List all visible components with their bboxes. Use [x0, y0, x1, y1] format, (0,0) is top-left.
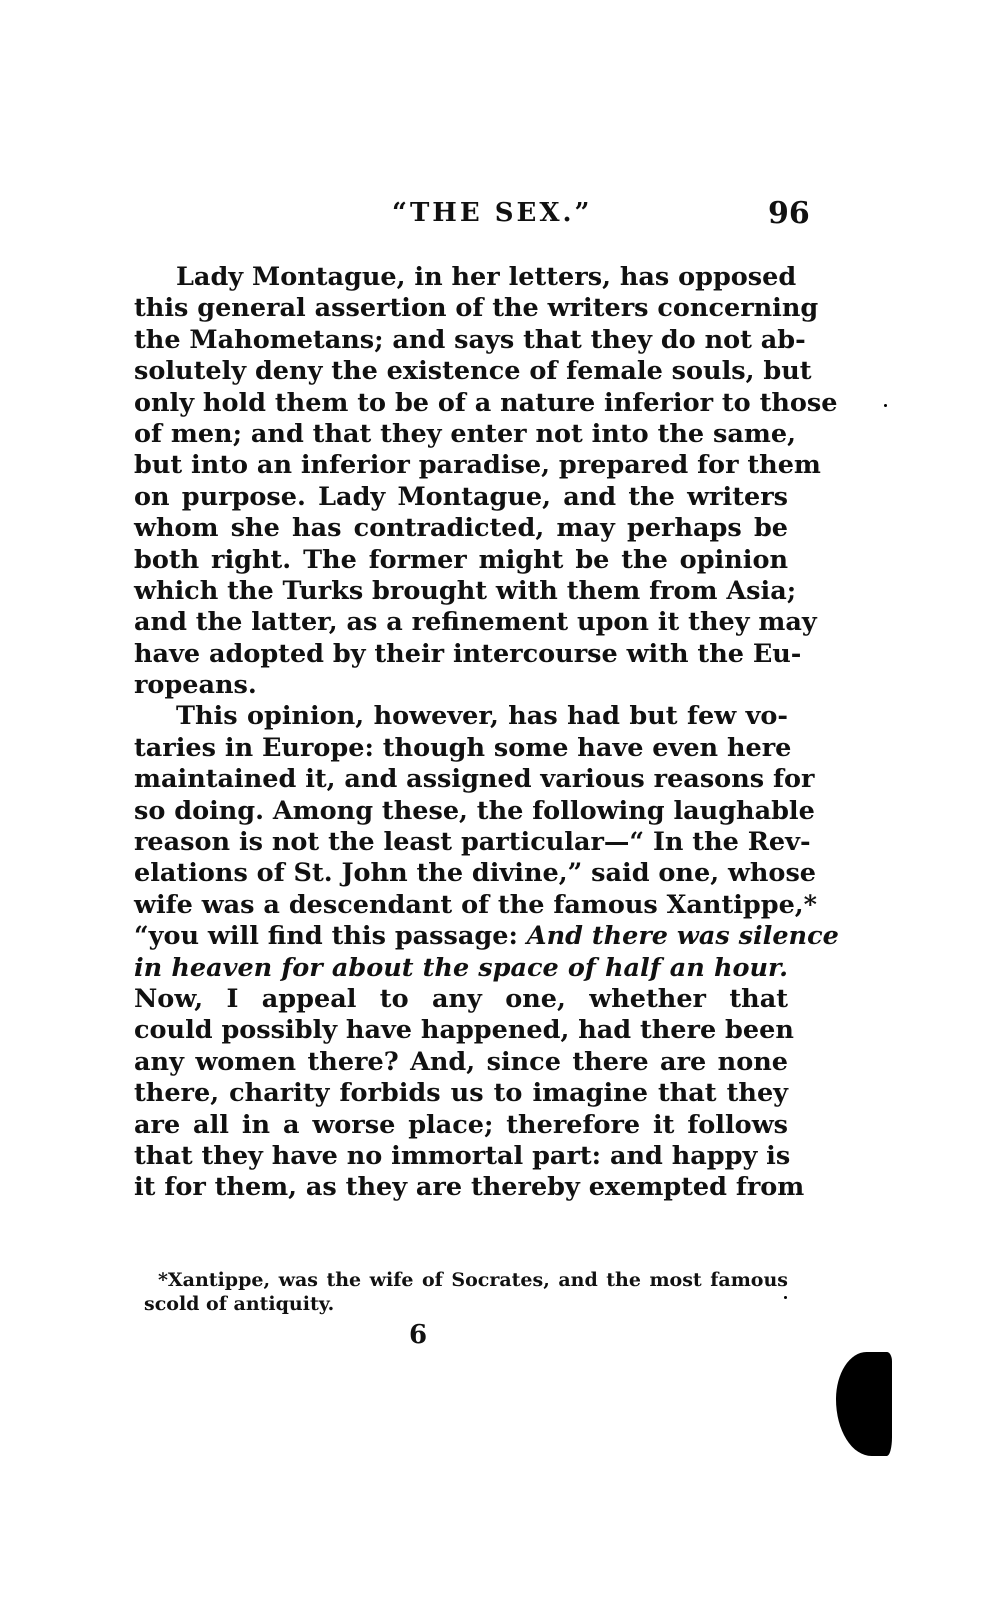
signature-mark — [0, 1320, 1004, 1350]
scan-speck — [884, 404, 887, 407]
text-line: there, charity forbids us to imagine that they — [134, 1078, 788, 1109]
body-text — [134, 262, 839, 1204]
text-line: this general assertion of the writers concerning — [134, 293, 819, 324]
text-line: so doing. Among these, the following laughable — [134, 795, 815, 826]
text-line: the Mahometans; and says that they do not ab- — [134, 324, 806, 355]
text-line: elations of St. John the divine,” said one, whose — [134, 858, 817, 889]
text-line: but into an inferior paradise, prepared for them — [134, 450, 821, 481]
text-line: which the Turks brought with them from Asia; — [134, 575, 797, 606]
text-line: have adopted by their intercourse with the Eu- — [134, 638, 802, 669]
footnote-line: scold of antiquity. — [144, 1293, 335, 1315]
quote-lead: “you will find this passage: — [134, 921, 518, 952]
signature-number: 6 — [408, 1320, 428, 1350]
text-line: it for them, as they are thereby exempted from — [134, 1172, 805, 1203]
text-line: taries in Europe: though some have even here — [134, 732, 792, 763]
text-line: solutely deny the existence of female souls, but — [134, 356, 812, 387]
footnote-line: *Xantippe, was the wife of Socrates, and the most famous — [158, 1269, 788, 1291]
text-line: and the latter, as a refinement upon it they may — [134, 607, 817, 638]
running-head: “THE SEX.” — [392, 198, 593, 228]
text-line: could possibly have happened, had there been — [134, 1015, 794, 1046]
text-line: whom she has contradicted, may perhaps be — [134, 513, 788, 544]
text-line: Now, I appeal to any one, whether that — [134, 983, 788, 1014]
scan-edge-blot — [836, 1352, 892, 1456]
text-line: This opinion, however, has had but few vo- — [176, 701, 788, 732]
text-line — [134, 921, 839, 952]
italic-quote-line: in heaven for about the space of half an hour. — [134, 952, 788, 983]
page-number: 96 — [768, 196, 810, 231]
footnote — [144, 1268, 788, 1316]
text-line: maintained it, and assigned various reasons for — [134, 764, 815, 795]
text-line: on purpose. Lady Montague, and the writers — [134, 481, 788, 512]
italic-quote: And there was silence — [526, 921, 839, 952]
text-line: that they have no immortal part: and happy is — [134, 1140, 791, 1171]
text-line: reason is not the least particular—“ In the Rev- — [134, 827, 811, 858]
text-line: wife was a descendant of the famous Xantippe,* — [134, 889, 818, 920]
text-line: ropeans. — [134, 670, 257, 701]
text-line: both right. The former might be the opinion — [134, 544, 788, 575]
text-line: of men; and that they enter not into the same, — [134, 418, 796, 449]
text-line: only hold them to be of a nature inferior to those — [134, 387, 838, 418]
text-line: Lady Montague, in her letters, has opposed — [176, 262, 797, 292]
text-line: any women there? And, since there are none — [134, 1046, 788, 1077]
text-line: are all in a worse place; therefore it follows — [134, 1109, 788, 1140]
scan-speck — [784, 1296, 787, 1299]
